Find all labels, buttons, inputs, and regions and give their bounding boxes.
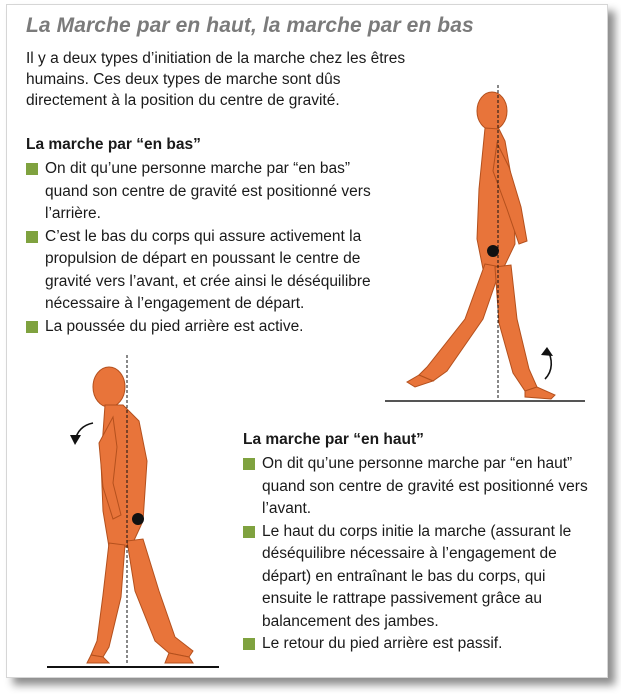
square-bullet-icon bbox=[26, 163, 38, 175]
list-item: Le haut du corps initie la marche (assurant le déséquilibre nécessaire à l’engagement de départ) en entraînant le bas du corps, qui ensuite le rattrape passivement grâce au balancement des jambes. bbox=[243, 521, 598, 634]
square-bullet-icon bbox=[26, 231, 38, 243]
list-en-haut bbox=[243, 453, 598, 656]
square-bullet-icon bbox=[243, 638, 255, 650]
list-item: C’est le bas du corps qui assure activement la propulsion de départ en poussant le centre de gravité vers l’avant, et crée ainsi le déséquilibre nécessaire à l’engagement de départ. bbox=[26, 226, 391, 316]
heading-en-bas: La marche par “en bas” bbox=[26, 136, 201, 153]
heading-en-haut: La marche par “en haut” bbox=[243, 431, 424, 448]
list-item: On dit qu’une personne marche par “en haut” quand son centre de gravité est positionné vers l’avant. bbox=[243, 453, 598, 521]
page-title: La Marche par en haut, la marche par en bas bbox=[26, 14, 474, 37]
intro-paragraph: Il y a deux types d’initiation de la marche chez les êtres humains. Ces deux types de marche sont dûs directement à la position du centre de gravité. bbox=[26, 50, 406, 109]
list-item: La poussée du pied arrière est active. bbox=[26, 316, 391, 339]
walker-en-haut-figure bbox=[43, 351, 233, 671]
document-card bbox=[6, 4, 608, 678]
square-bullet-icon bbox=[243, 458, 255, 470]
walker-en-bas-figure bbox=[385, 79, 585, 407]
list-en-bas bbox=[26, 158, 391, 338]
square-bullet-icon bbox=[26, 321, 38, 333]
list-item: Le retour du pied arrière est passif. bbox=[243, 633, 598, 656]
list-item: On dit qu’une personne marche par “en bas” quand son centre de gravité est positionné vers l’arrière. bbox=[26, 158, 391, 226]
square-bullet-icon bbox=[243, 526, 255, 538]
